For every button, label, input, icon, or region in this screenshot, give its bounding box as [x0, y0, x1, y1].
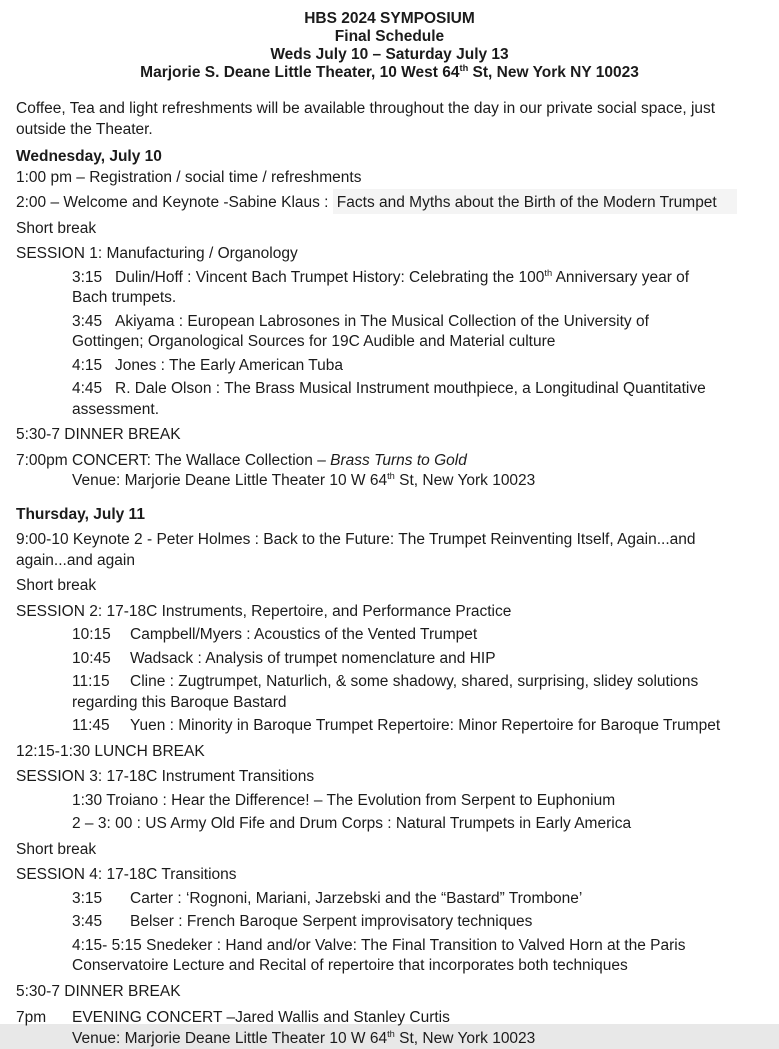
time-label: 10:45	[72, 649, 130, 670]
entry-troiano	[72, 791, 763, 812]
time-label: 3:15	[72, 268, 115, 289]
superscript: th	[387, 471, 395, 481]
text-run: Venue: Marjorie Deane Little Theater 10 W 64	[72, 472, 387, 489]
time-label: 4:45	[72, 379, 115, 400]
entry-snedeker	[72, 936, 763, 977]
entry-wadsack	[72, 649, 763, 670]
schedule-document	[16, 10, 763, 1049]
text-run: 5:30-7 DINNER BREAK	[16, 983, 181, 1000]
entry-cline	[72, 672, 763, 713]
text-run: Carter : ‘Rognoni, Mariani, Jarzebski and the “Bastard” Trombone’	[130, 890, 582, 907]
text-run: 1:00 pm – Registration / social time / refreshments	[16, 169, 361, 186]
text-run: Wednesday, July 10	[16, 148, 162, 165]
text-run: Weds July 10 – Saturday July 13	[270, 46, 508, 63]
text-run: SESSION 3: 17-18C Instrument Transitions	[16, 768, 314, 785]
text-run: assessment.	[72, 401, 159, 418]
text-run: 9:00-10 Keynote 2 - Peter Holmes : Back to the Future: The Trumpet Reinventing Itself, Again...and	[16, 531, 696, 548]
title-line-1	[16, 10, 763, 28]
text-run: Short break	[16, 577, 96, 594]
session-1-heading	[16, 244, 763, 265]
concert-wallace-line	[16, 451, 763, 472]
entry-dulin-hoff	[72, 268, 763, 309]
text-run: St, New York 10023	[395, 472, 535, 489]
entry-akiyama	[72, 312, 763, 353]
text-run: SESSION 2: 17-18C Instruments, Repertoire, and Performance Practice	[16, 603, 511, 620]
entry-campbell-myers	[72, 625, 763, 646]
italic-text: Brass Turns to Gold	[330, 452, 467, 469]
text-run: Marjorie S. Deane Little Theater, 10 West 64	[140, 64, 459, 81]
keynote-1-line	[16, 193, 763, 214]
text-run: Conservatoire Lecture and Recital of repertoire that incorporates both techniques	[72, 957, 628, 974]
superscript: th	[459, 63, 468, 73]
time-label: 4:15	[72, 356, 115, 377]
title-line-3	[16, 46, 763, 64]
break-line	[16, 840, 763, 861]
time-label: 11:15	[72, 672, 130, 693]
entry-jones	[72, 356, 763, 377]
text-run: 7:00pm CONCERT: The Wallace Collection –	[16, 452, 330, 469]
time-label: 7pm	[16, 1008, 72, 1029]
text-run: outside the Theater.	[16, 121, 153, 138]
break-line	[16, 219, 763, 240]
entry-carter	[72, 889, 763, 910]
entry-us-army	[72, 814, 763, 835]
text-run: Cline : Zugtrumpet, Naturlich, & some shadowy, shared, surprising, slidey solutions	[130, 673, 698, 690]
text-run: regarding this Baroque Bastard	[72, 694, 287, 711]
text-run: again...and again	[16, 552, 135, 569]
session-2-heading	[16, 602, 763, 623]
keynote-2-line	[16, 530, 763, 571]
text-run: Gottingen; Organological Sources for 19C Audible and Material culture	[72, 333, 555, 350]
text-run: HBS 2024 SYMPOSIUM	[304, 10, 475, 27]
text-run: Bach trumpets.	[72, 289, 176, 306]
dinner-break-line	[16, 982, 763, 1003]
day-heading-wednesday	[16, 147, 763, 168]
text-run: St, New York 10023	[395, 1030, 535, 1047]
registration-line	[16, 168, 763, 189]
time-label: 3:45	[72, 312, 115, 333]
text-run: 4:15- 5:15 Snedeker : Hand and/or Valve: The Final Transition to Valved Horn at the Paris	[72, 937, 685, 954]
text-run: 1:30 Troiano : Hear the Difference! – The Evolution from Serpent to Euphonium	[72, 792, 615, 809]
text-run: Thursday, July 11	[16, 506, 145, 523]
title-line-2	[16, 28, 763, 46]
concert-evening-line	[16, 1008, 763, 1029]
text-run: St, New York NY 10023	[468, 64, 639, 81]
venue-line	[72, 471, 763, 492]
entry-belser	[72, 912, 763, 933]
text-run: Final Schedule	[335, 28, 444, 45]
text-run: 5:30-7 DINNER BREAK	[16, 426, 181, 443]
text-run: Belser : French Baroque Serpent improvisatory techniques	[130, 913, 532, 930]
intro-paragraph	[16, 99, 763, 140]
text-run: 2 – 3: 00 : US Army Old Fife and Drum Corps : Natural Trumpets in Early America	[72, 815, 631, 832]
highlighted-text: Facts and Myths about the Birth of the Modern Trumpet	[333, 189, 737, 214]
text-run: Yuen : Minority in Baroque Trumpet Repertoire: Minor Repertoire for Baroque Trumpet	[130, 717, 720, 734]
entry-olson	[72, 379, 763, 420]
break-line	[16, 576, 763, 597]
session-3-heading	[16, 767, 763, 788]
text-run: Jones : The Early American Tuba	[115, 357, 343, 374]
text-run: Venue: Marjorie Deane Little Theater 10 W 64	[72, 1030, 387, 1047]
text-run: SESSION 1: Manufacturing / Organology	[16, 245, 298, 262]
superscript: th	[544, 267, 552, 277]
text-run: Dulin/Hoff : Vincent Bach Trumpet History: Celebrating the 100	[115, 269, 544, 286]
text-run: Short break	[16, 220, 96, 237]
text-run: R. Dale Olson : The Brass Musical Instrument mouthpiece, a Longitudinal Quantitative	[115, 380, 706, 397]
venue-line	[72, 1029, 763, 1049]
superscript: th	[387, 1028, 395, 1038]
time-label: 3:15	[72, 889, 130, 910]
text-run: EVENING CONCERT –Jared Wallis and Stanley Curtis	[72, 1009, 450, 1026]
text-run: 2:00 – Welcome and Keynote -Sabine Klaus :	[16, 194, 333, 211]
time-label: 11:45	[72, 716, 130, 737]
text-run: Anniversary year of	[552, 269, 689, 286]
text-run: Short break	[16, 841, 96, 858]
text-run: Akiyama : European Labrosones in The Musical Collection of the University of	[115, 313, 649, 330]
session-4-heading	[16, 865, 763, 886]
text-run: 12:15-1:30 LUNCH BREAK	[16, 743, 205, 760]
text-run: SESSION 4: 17-18C Transitions	[16, 866, 237, 883]
text-run: Coffee, Tea and light refreshments will be available throughout the day in our private social space, just	[16, 100, 715, 117]
text-run: Wadsack : Analysis of trumpet nomenclature and HIP	[130, 650, 496, 667]
entry-yuen	[72, 716, 763, 737]
lunch-break-line	[16, 742, 763, 763]
day-heading-thursday	[16, 505, 763, 526]
text-run: Campbell/Myers : Acoustics of the Vented Trumpet	[130, 626, 477, 643]
title-line-4	[16, 64, 763, 82]
time-label: 10:15	[72, 625, 130, 646]
dinner-break-line	[16, 425, 763, 446]
time-label: 3:45	[72, 912, 130, 933]
